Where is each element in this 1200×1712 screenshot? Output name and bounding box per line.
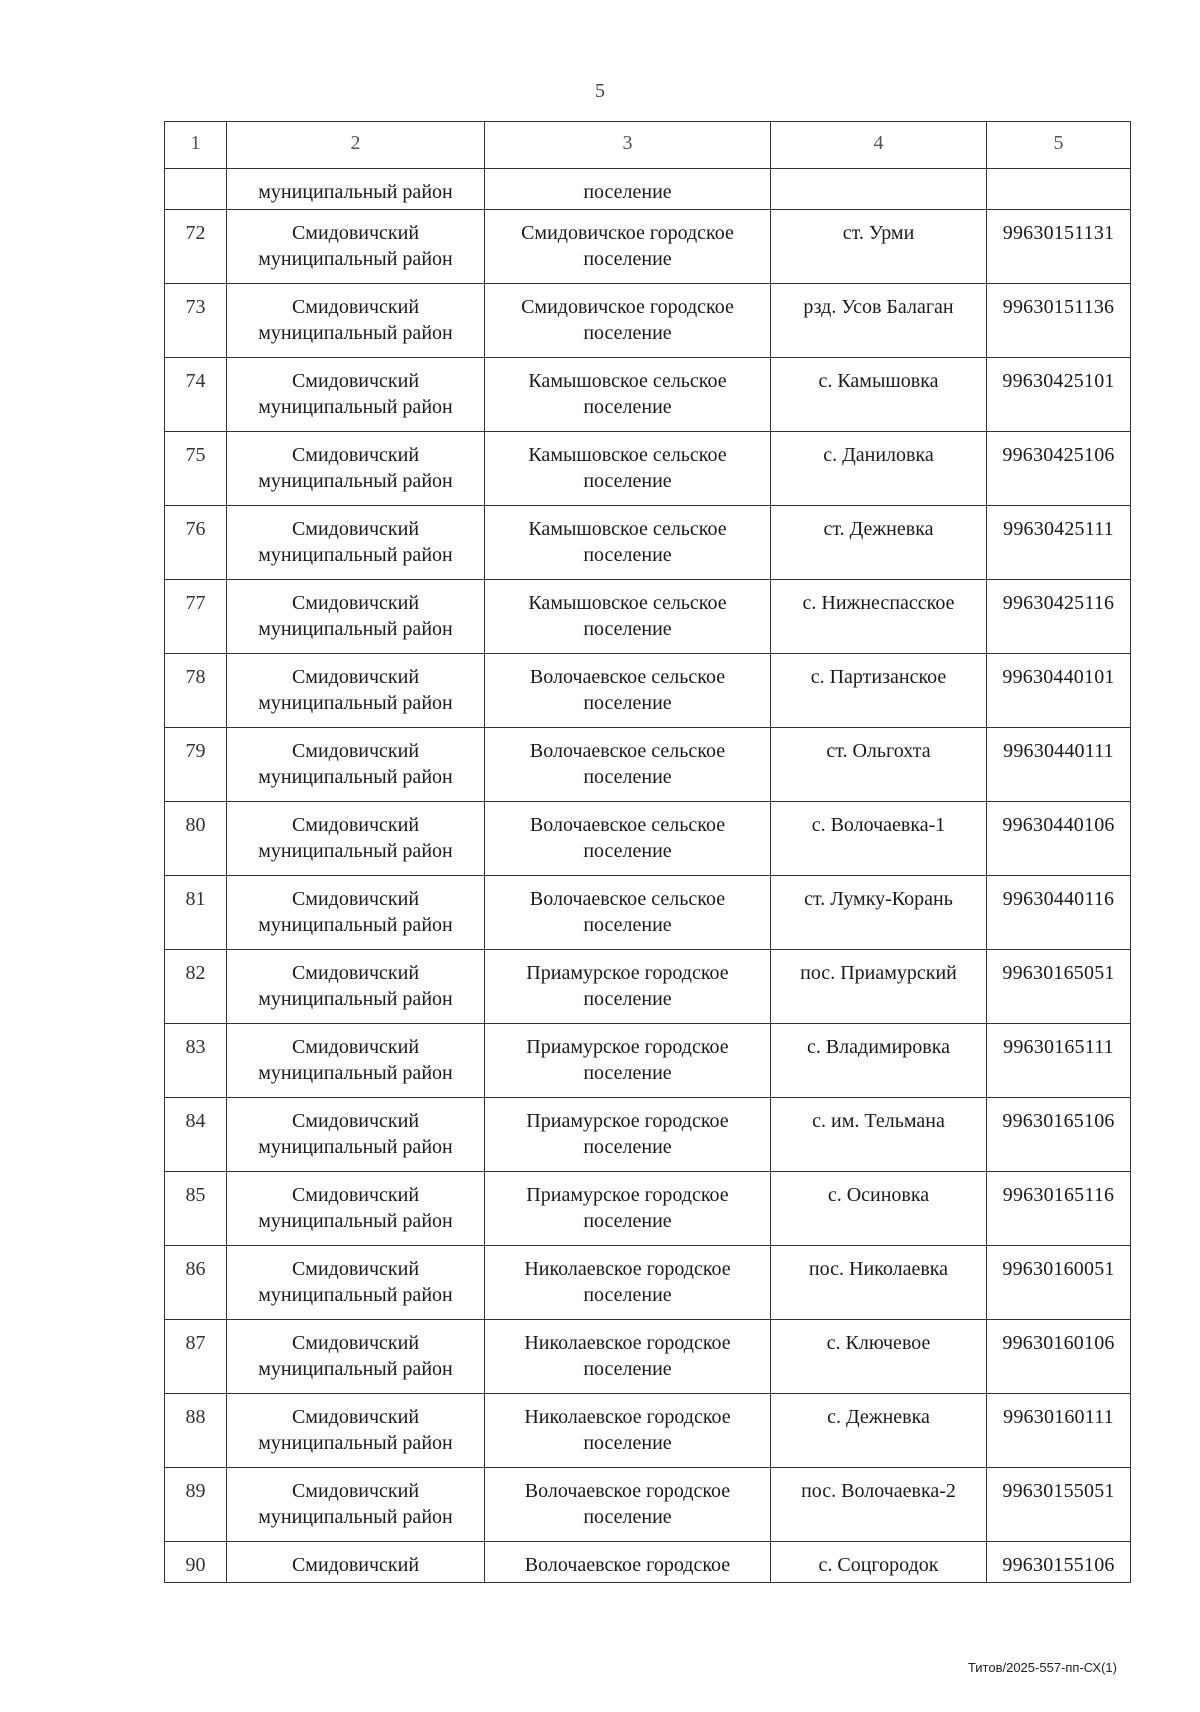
page-number: 5 [595,80,605,102]
cell-settlement: Камышовское сельское поселение [485,506,771,580]
cell-district: Смидовичский муниципальный район [227,802,485,876]
table-row [165,1394,1131,1468]
cell-district: Смидовичский муниципальный район [227,728,485,802]
cell-number: 85 [165,1172,227,1246]
cell-code: 99630155106 [987,1542,1131,1583]
cell-number: 75 [165,432,227,506]
table-row [165,210,1131,284]
table-row-continuation [165,169,1131,210]
table-row [165,432,1131,506]
cell-district: Смидовичский муниципальный район [227,284,485,358]
cell-settlement: Камышовское сельское поселение [485,580,771,654]
table-row [165,876,1131,950]
cell-code: 99630425111 [987,506,1131,580]
cell-settlement: Приамурское городское поселение [485,950,771,1024]
table-row [165,1098,1131,1172]
cell-locality: ст. Урми [771,210,987,284]
cell-district: Смидовичский муниципальный район [227,1024,485,1098]
cell-number: 82 [165,950,227,1024]
table-row [165,284,1131,358]
cell-number: 86 [165,1246,227,1320]
cell-district: Смидовичский муниципальный район [227,1098,485,1172]
cell-number: 83 [165,1024,227,1098]
cell-code: 99630151136 [987,284,1131,358]
cell-code: 99630155051 [987,1468,1131,1542]
table-row [165,950,1131,1024]
table-row [165,580,1131,654]
cell-locality: с. Волочаевка-1 [771,802,987,876]
cell-locality [771,169,987,210]
column-header: 1 [165,122,227,169]
cell-number: 78 [165,654,227,728]
cell-locality: с. Даниловка [771,432,987,506]
table-row [165,1172,1131,1246]
cell-number: 88 [165,1394,227,1468]
cell-settlement: Николаевское городское поселение [485,1394,771,1468]
table-row [165,506,1131,580]
cell-settlement: Камышовское сельское поселение [485,358,771,432]
cell-code: 99630165111 [987,1024,1131,1098]
cell-district: Смидовичский муниципальный район [227,1246,485,1320]
cell-code: 99630165106 [987,1098,1131,1172]
table-header-row [165,122,1131,169]
table-row [165,1246,1131,1320]
cell-code: 99630151131 [987,210,1131,284]
cell-settlement: Волочаевское сельское поселение [485,802,771,876]
cell-locality: с. Соцгородок [771,1542,987,1583]
cell-district: Смидовичский муниципальный район [227,654,485,728]
cell-number: 87 [165,1320,227,1394]
cell-settlement: Волочаевское сельское поселение [485,654,771,728]
cell-district: муниципальный район [227,169,485,210]
cell-locality: с. Владимировка [771,1024,987,1098]
cell-code: 99630440116 [987,876,1131,950]
cell-number: 72 [165,210,227,284]
cell-district: Смидовичский муниципальный район [227,876,485,950]
cell-settlement: Камышовское сельское поселение [485,432,771,506]
table-row [165,358,1131,432]
cell-settlement: Приамурское городское поселение [485,1172,771,1246]
cell-district: Смидовичский муниципальный район [227,1468,485,1542]
cell-district: Смидовичский муниципальный район [227,358,485,432]
table-row [165,1468,1131,1542]
cell-code: 99630160051 [987,1246,1131,1320]
column-header: 3 [485,122,771,169]
cell-settlement: Приамурское городское поселение [485,1098,771,1172]
table-row [165,1320,1131,1394]
cell-code: 99630440101 [987,654,1131,728]
cell-locality: с. Осиновка [771,1172,987,1246]
settlements-table [164,121,1131,1583]
cell-district: Смидовичский [227,1542,485,1583]
cell-code: 99630425116 [987,580,1131,654]
column-header: 4 [771,122,987,169]
column-header: 2 [227,122,485,169]
cell-locality: с. Дежневка [771,1394,987,1468]
cell-number: 73 [165,284,227,358]
cell-number: 90 [165,1542,227,1583]
cell-district: Смидовичский муниципальный район [227,1172,485,1246]
cell-locality: с. Камышовка [771,358,987,432]
document-reference: Титов/2025-557-пп-СХ(1) [967,1660,1117,1675]
cell-number: 77 [165,580,227,654]
cell-locality: с. Ключевое [771,1320,987,1394]
cell-settlement: Николаевское городское поселение [485,1320,771,1394]
cell-settlement: Приамурское городское поселение [485,1024,771,1098]
cell-settlement: Смидовичское городское поселение [485,210,771,284]
cell-district: Смидовичский муниципальный район [227,950,485,1024]
cell-code: 99630165051 [987,950,1131,1024]
table-row [165,1542,1131,1583]
cell-locality: пос. Николаевка [771,1246,987,1320]
cell-district: Смидовичский муниципальный район [227,580,485,654]
cell-code: 99630160106 [987,1320,1131,1394]
cell-number: 79 [165,728,227,802]
cell-district: Смидовичский муниципальный район [227,1320,485,1394]
cell-district: Смидовичский муниципальный район [227,506,485,580]
cell-code: 99630440111 [987,728,1131,802]
cell-code: 99630160111 [987,1394,1131,1468]
cell-settlement: Волочаевское сельское поселение [485,728,771,802]
cell-district: Смидовичский муниципальный район [227,432,485,506]
cell-settlement: Волочаевское сельское поселение [485,876,771,950]
table-body [165,169,1131,1583]
cell-settlement: Волочаевское городское поселение [485,1468,771,1542]
cell-locality: с. Партизанское [771,654,987,728]
cell-number: 89 [165,1468,227,1542]
table-row [165,1024,1131,1098]
cell-locality: ст. Ольгохта [771,728,987,802]
cell-code: 99630440106 [987,802,1131,876]
cell-number: 80 [165,802,227,876]
cell-code [987,169,1131,210]
cell-number: 76 [165,506,227,580]
table-row [165,728,1131,802]
table-row [165,802,1131,876]
cell-number: 74 [165,358,227,432]
cell-locality: ст. Лумку-Корань [771,876,987,950]
cell-locality: ст. Дежневка [771,506,987,580]
cell-number: 81 [165,876,227,950]
cell-number: 84 [165,1098,227,1172]
cell-locality: с. Нижнеспасское [771,580,987,654]
cell-district: Смидовичский муниципальный район [227,210,485,284]
cell-code: 99630425106 [987,432,1131,506]
cell-code: 99630425101 [987,358,1131,432]
column-header: 5 [987,122,1131,169]
cell-district: Смидовичский муниципальный район [227,1394,485,1468]
cell-locality: рзд. Усов Балаган [771,284,987,358]
cell-locality: с. им. Тельмана [771,1098,987,1172]
cell-settlement: Николаевское городское поселение [485,1246,771,1320]
cell-settlement: Волочаевское городское [485,1542,771,1583]
cell-settlement: поселение [485,169,771,210]
cell-locality: пос. Приамурский [771,950,987,1024]
cell-number [165,169,227,210]
cell-settlement: Смидовичское городское поселение [485,284,771,358]
table-row [165,654,1131,728]
cell-code: 99630165116 [987,1172,1131,1246]
cell-locality: пос. Волочаевка-2 [771,1468,987,1542]
